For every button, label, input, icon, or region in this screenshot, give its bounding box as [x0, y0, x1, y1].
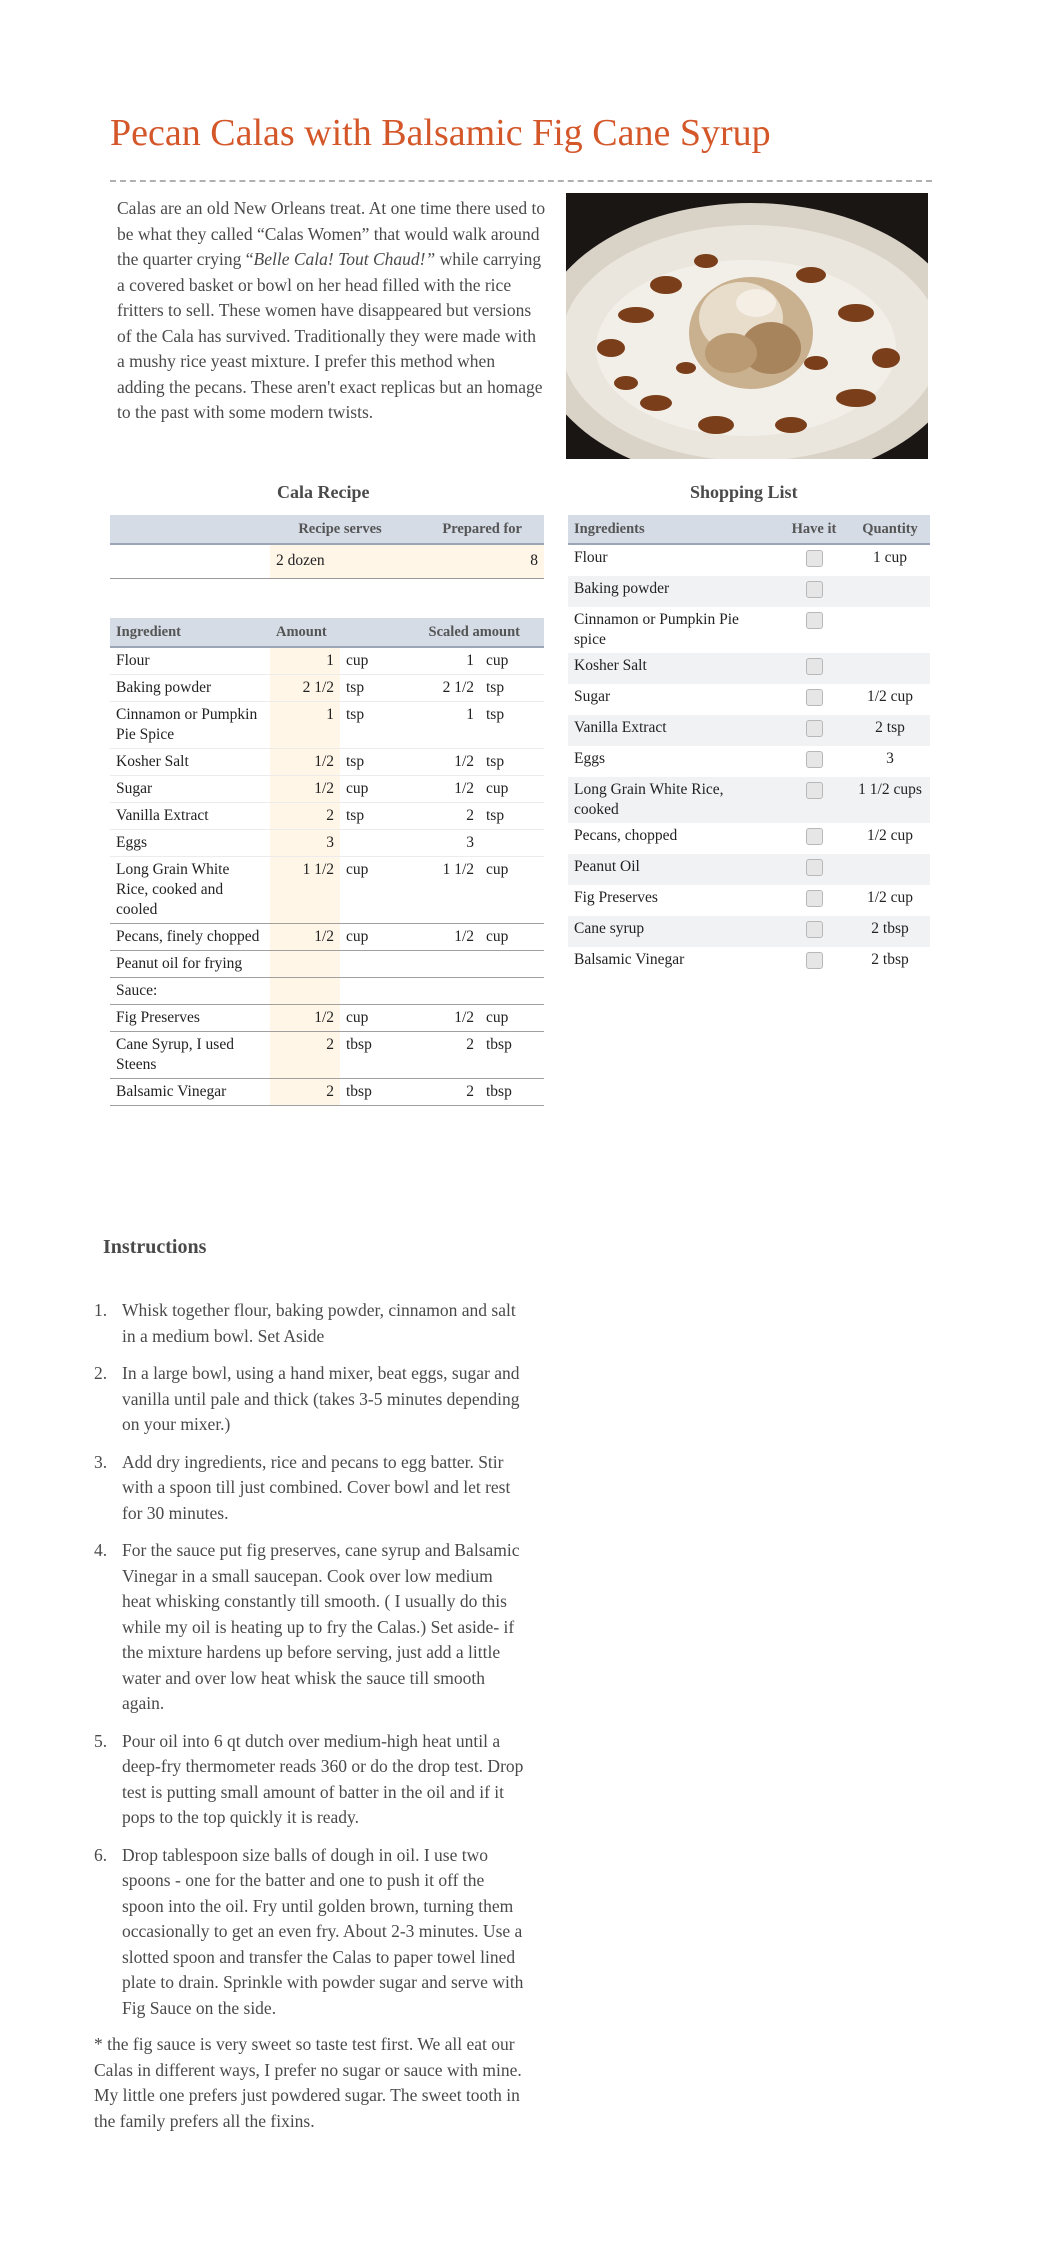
- ingredient-name: Kosher Salt: [110, 749, 270, 776]
- ingredient-unit: tsp: [340, 675, 406, 702]
- shopping-item-quantity: 1/2 cup: [866, 827, 914, 844]
- shopping-row: [568, 854, 930, 885]
- have-it-checkbox[interactable]: [806, 720, 823, 737]
- shopping-row: [568, 544, 930, 576]
- have-it-checkbox[interactable]: [806, 952, 823, 969]
- ingredient-scaled-amount: 1: [406, 647, 480, 675]
- have-it-cell: [778, 715, 850, 746]
- ingredient-row: [110, 1032, 544, 1079]
- ingredient-name: Pecans, finely chopped: [110, 924, 270, 951]
- ingredient-amount[interactable]: 2 1/2: [270, 675, 340, 702]
- ingredient-scaled-unit: [480, 830, 544, 857]
- shopping-item-name: Pecans, chopped: [574, 827, 678, 844]
- have-it-cell: [778, 653, 850, 684]
- intro-text-1: Calas are an old New Orleans treat. At one time there used to be what they called “Calas Women” that would walk around the quarter crying “: [117, 198, 546, 269]
- serves-table: [110, 515, 544, 579]
- ingredient-name: Cane Syrup, I used Steens: [110, 1032, 270, 1079]
- have-it-cell: [778, 777, 850, 823]
- ingredient-scaled-unit: cup: [480, 857, 544, 924]
- ingredient-unit: [340, 830, 406, 857]
- ingredient-scaled-unit: tsp: [480, 803, 544, 830]
- instruction-step: [94, 1361, 524, 1438]
- instructions-heading: Instructions: [103, 1236, 207, 1258]
- ingredient-scaled-amount: [406, 978, 480, 1005]
- ingredient-amount[interactable]: 1 1/2: [270, 857, 340, 924]
- shopping-item-quantity: 2 tsp: [850, 715, 930, 746]
- ingredient-name: Baking powder: [110, 675, 270, 702]
- ingredient-amount[interactable]: 1: [270, 702, 340, 749]
- shopping-heading: Shopping List: [690, 482, 798, 502]
- recipe-heading: Cala Recipe: [277, 482, 370, 502]
- shopping-item-quantity: 1 1/2 cups: [850, 777, 930, 823]
- ingredient-name: Eggs: [110, 830, 270, 857]
- ingredient-unit: [340, 978, 406, 1005]
- ingredient-row: [110, 924, 544, 951]
- ingredient-amount[interactable]: [270, 951, 340, 978]
- ingredient-name: Sauce:: [110, 978, 270, 1005]
- ingredient-scaled-unit: tsp: [480, 675, 544, 702]
- ingredient-scaled-amount: 1/2: [406, 924, 480, 951]
- shopping-item-name: Cinnamon or Pumpkin Pie spice: [574, 611, 739, 648]
- instruction-step: [94, 1729, 524, 1831]
- ingredient-name: Long Grain White Rice, cooked and cooled: [110, 857, 270, 924]
- intro-text-2: while carrying a covered basket or bowl on her head filled with the rice fritters to sell. These women have disappeared but versions of the Cala has survived. Traditionally they were made with a mushy rice yeast mixture. I prefer this method when adding the pecans. These aren't exact replicas but an homage to the past with some modern twists.: [117, 249, 543, 422]
- instructions-list: [94, 1298, 524, 2033]
- instruction-step: [94, 1450, 524, 1527]
- ingredient-name: Balsamic Vinegar: [110, 1079, 270, 1106]
- shopping-item-quantity: 1/2 cup: [866, 889, 914, 906]
- have-it-cell: [778, 823, 850, 854]
- ingredient-amount[interactable]: 2: [270, 803, 340, 830]
- ingredient-scaled-unit: tbsp: [480, 1079, 544, 1106]
- ingredient-row: [110, 857, 544, 924]
- have-it-cell: [778, 544, 850, 576]
- ingredient-name: Fig Preserves: [110, 1005, 270, 1032]
- ingredient-col-header: Ingredient: [110, 618, 270, 647]
- ingredient-amount[interactable]: 1/2: [270, 749, 340, 776]
- serves-blank-cell: [110, 544, 270, 579]
- instruction-step: [94, 1538, 524, 1717]
- shopping-row: [568, 947, 930, 978]
- intro-italic-cry: Belle Cala! Tout Chaud!”: [253, 249, 436, 269]
- ingredient-scaled-amount: 1/2: [406, 1005, 480, 1032]
- have-it-checkbox[interactable]: [806, 921, 823, 938]
- ingredient-scaled-amount: 1/2: [406, 749, 480, 776]
- ingredient-scaled-unit: tbsp: [480, 1032, 544, 1079]
- step-number: 4.: [94, 1540, 108, 1560]
- ingredient-unit: tsp: [340, 803, 406, 830]
- ingredient-scaled-unit: tsp: [480, 702, 544, 749]
- have-it-cell: [778, 854, 850, 885]
- shopping-row: [568, 684, 930, 715]
- ingredient-scaled-unit: cup: [480, 776, 544, 803]
- step-number: 6.: [94, 1844, 108, 1865]
- ingredient-table: [110, 618, 544, 1106]
- have-it-cell: [778, 746, 850, 777]
- ingredient-scaled-amount: 1 1/2: [406, 857, 480, 924]
- ingredient-amount[interactable]: [270, 978, 340, 1005]
- shopping-row: [568, 777, 930, 823]
- shopping-item-name: Peanut Oil: [568, 854, 778, 885]
- step-text: Whisk together flour, baking powder, cinnamon and salt in a medium bowl. Set Aside: [122, 1300, 516, 1346]
- step-number: 2.: [94, 1363, 108, 1383]
- shopping-row: [568, 746, 930, 777]
- ingredient-row: [110, 776, 544, 803]
- shopping-item-name: Long Grain White Rice, cooked: [568, 777, 778, 823]
- shopping-row: [568, 653, 930, 684]
- have-it-cell: [778, 684, 850, 715]
- shopping-item-quantity: 2 tbsp: [871, 951, 909, 968]
- shopping-row: [568, 715, 930, 746]
- shopping-item-quantity: 3: [886, 750, 894, 767]
- step-number: 5.: [94, 1730, 108, 1751]
- intro-paragraph: [117, 196, 547, 426]
- ingredient-name: Vanilla Extract: [110, 803, 270, 830]
- shopping-item-quantity: [850, 854, 930, 885]
- step-text: In a large bowl, using a hand mixer, beat eggs, sugar and vanilla until pale and thick (takes 3-5 minutes depending on your mixer.): [122, 1363, 520, 1434]
- ingredient-row: [110, 647, 544, 675]
- ingredient-row: [110, 951, 544, 978]
- quantity-header: Quantity: [850, 515, 930, 544]
- ingredient-unit: cup: [340, 647, 406, 675]
- page-title: Pecan Calas with Balsamic Fig Cane Syrup: [110, 112, 771, 154]
- ingredient-scaled-unit: cup: [480, 647, 544, 675]
- have-it-header: Have it: [778, 515, 850, 544]
- shopping-item-name: Eggs: [574, 750, 605, 767]
- shopping-item-quantity: [850, 607, 930, 653]
- shopping-table: [568, 515, 930, 978]
- ingredient-row: [110, 1005, 544, 1032]
- ingredient-scaled-amount: 2: [406, 1079, 480, 1106]
- ingredient-row: [110, 675, 544, 702]
- shop-ingredients-header: Ingredients: [568, 515, 778, 544]
- shopping-item-quantity: 1/2 cup: [866, 688, 914, 705]
- shopping-item-name: Cane syrup: [568, 916, 778, 947]
- ingredient-unit: tsp: [340, 749, 406, 776]
- ingredient-scaled-amount: 1: [406, 702, 480, 749]
- shopping-item-name: Baking powder: [568, 576, 778, 607]
- ingredient-unit: tbsp: [340, 1079, 406, 1106]
- ingredient-scaled-unit: cup: [480, 1005, 544, 1032]
- ingredient-scaled-amount: 2 1/2: [406, 675, 480, 702]
- footnote: * the fig sauce is very sweet so taste test first. We all eat our Calas in different ways, I prefer no sugar or sauce with mine. My little one prefers just powdered sugar. The sweet tooth in the family prefers all the fixins.: [94, 2034, 522, 2131]
- shopping-item-name: Fig Preserves: [574, 889, 658, 906]
- instruction-step: [94, 1843, 524, 2022]
- have-it-cell: [778, 916, 850, 947]
- have-it-checkbox[interactable]: [806, 581, 823, 598]
- calas-photo-illustration: [566, 193, 928, 459]
- have-it-checkbox[interactable]: [806, 782, 823, 799]
- shopping-row: [568, 607, 930, 653]
- ingredient-scaled-amount: 1/2: [406, 776, 480, 803]
- ingredient-name: Flour: [110, 647, 270, 675]
- shopping-item-quantity: 2 tbsp: [850, 916, 930, 947]
- shopping-item-quantity: 1 cup: [872, 549, 907, 566]
- ingredient-amount[interactable]: 3: [270, 830, 340, 857]
- ingredient-amount[interactable]: 1/2: [270, 924, 340, 951]
- recipe-serves-header: Recipe serves: [270, 515, 410, 544]
- ingredient-unit: cup: [340, 857, 406, 924]
- step-text: Drop tablespoon size balls of dough in oil. I use two spoons - one for the batter and one to push it off the spoon into the oil. Fry until golden brown, turning them occasionally to get an even fry. About 2-3 minutes. Use a slotted spoon and transfer the Calas to paper towel lined plate to drain. Sprinkle with powder sugar and serve with Fig Sauce on the side.: [122, 1844, 524, 2018]
- ingredient-amount[interactable]: 1: [270, 647, 340, 675]
- scaled-col-header: Scaled amount: [406, 618, 544, 647]
- prepared-for-value[interactable]: 8: [410, 544, 544, 579]
- ingredient-scaled-unit: [480, 951, 544, 978]
- ingredient-unit: cup: [340, 924, 406, 951]
- have-it-cell: [778, 607, 850, 653]
- ingredient-row: [110, 702, 544, 749]
- shopping-item-quantity: [850, 653, 930, 684]
- ingredient-scaled-unit: tsp: [480, 749, 544, 776]
- have-it-cell: [778, 947, 850, 978]
- step-number: 1.: [94, 1300, 108, 1320]
- amount-col-header: Amount: [270, 618, 406, 647]
- ingredient-row: [110, 749, 544, 776]
- ingredient-row: [110, 978, 544, 1005]
- step-text: For the sauce put fig preserves, cane syrup and Balsamic Vinegar in a small saucepan. Cook over low medium heat whisking constantly till smooth. ( I usually do this while my oil is heating up to fry the Calas.) Set aside- if the mixture hardens up before serving, just add a little water and over low heat whisk the sauce till smooth again.: [122, 1540, 520, 1713]
- ingredient-unit: cup: [340, 776, 406, 803]
- ingredient-unit: [340, 951, 406, 978]
- have-it-checkbox[interactable]: [806, 550, 823, 567]
- ingredient-unit: tsp: [340, 702, 406, 749]
- ingredient-row: [110, 830, 544, 857]
- ingredient-amount[interactable]: 2: [270, 1079, 340, 1106]
- have-it-checkbox[interactable]: [806, 612, 823, 629]
- have-it-checkbox[interactable]: [806, 890, 823, 907]
- shopping-item-name: Sugar: [574, 688, 611, 705]
- have-it-cell: [778, 885, 850, 916]
- ingredient-name: Peanut oil for frying: [110, 951, 270, 978]
- calas-photo: [566, 193, 928, 459]
- have-it-checkbox[interactable]: [806, 689, 823, 706]
- prepared-for-header: Prepared for: [410, 515, 544, 544]
- shopping-item-name: Flour: [574, 549, 608, 566]
- ingredient-scaled-amount: [406, 951, 480, 978]
- step-text: Pour oil into 6 qt dutch over medium-high heat until a deep-fry thermometer reads 360 or do the drop test. Drop test is putting small amount of batter in the oil and if it pops to the top quickly it is ready.: [122, 1730, 524, 1827]
- have-it-checkbox[interactable]: [806, 859, 823, 876]
- ingredient-amount[interactable]: 1/2: [270, 776, 340, 803]
- ingredient-row: [110, 803, 544, 830]
- ingredient-amount[interactable]: 1/2: [270, 1005, 340, 1032]
- shopping-item-name: Vanilla Extract: [568, 715, 778, 746]
- shopping-row: [568, 576, 930, 607]
- ingredient-scaled-amount: 2: [406, 1032, 480, 1079]
- have-it-checkbox[interactable]: [806, 751, 823, 768]
- step-text: Add dry ingredients, rice and pecans to egg batter. Stir with a spoon till just combined. Cover bowl and let rest for 30 minutes.: [122, 1451, 511, 1523]
- ingredient-name: Cinnamon or Pumpkin Pie Spice: [110, 702, 270, 749]
- shopping-item-name: Kosher Salt: [568, 653, 778, 684]
- shopping-row: [568, 916, 930, 947]
- ingredient-unit: cup: [340, 1005, 406, 1032]
- instruction-step: [94, 1298, 524, 1349]
- have-it-checkbox[interactable]: [806, 658, 823, 675]
- ingredient-row: [110, 1079, 544, 1106]
- title-divider: [110, 180, 932, 182]
- have-it-cell: [778, 576, 850, 607]
- ingredient-name: Sugar: [110, 776, 270, 803]
- serves-blank-header: [110, 515, 270, 544]
- recipe-serves-value[interactable]: 2 dozen: [270, 544, 410, 579]
- shopping-item-quantity: [850, 576, 930, 607]
- ingredient-unit: tbsp: [340, 1032, 406, 1079]
- ingredient-scaled-amount: 3: [406, 830, 480, 857]
- shopping-row: [568, 823, 930, 854]
- step-number: 3.: [94, 1451, 108, 1472]
- ingredient-scaled-unit: cup: [480, 924, 544, 951]
- shopping-row: [568, 885, 930, 916]
- ingredient-scaled-unit: [480, 978, 544, 1005]
- have-it-checkbox[interactable]: [806, 828, 823, 845]
- shopping-item-name: Balsamic Vinegar: [574, 951, 685, 968]
- ingredient-amount[interactable]: 2: [270, 1032, 340, 1079]
- ingredient-scaled-amount: 2: [406, 803, 480, 830]
